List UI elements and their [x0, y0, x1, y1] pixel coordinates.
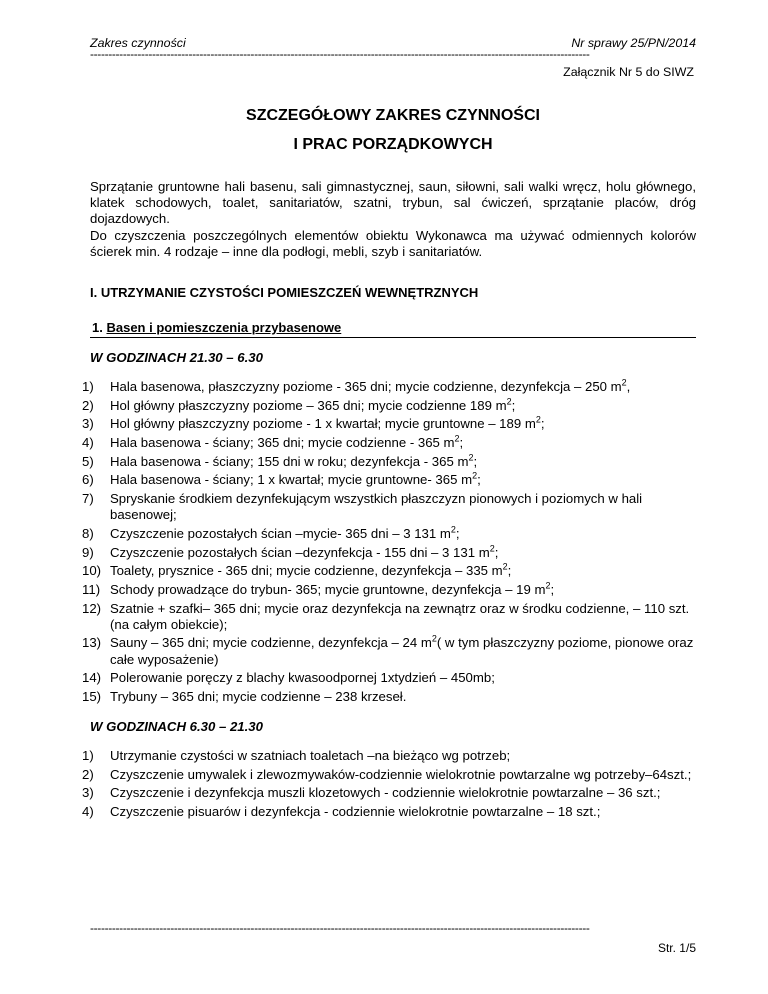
list-item [82, 785, 696, 801]
title-line-1: SZCZEGÓŁOWY ZAKRES CZYNNOŚCI [246, 107, 540, 124]
document-title [90, 101, 696, 159]
subsection-label: Basen i pomieszczenia przybasenowe [106, 320, 342, 336]
page-number: Str. 1/5 [657, 941, 696, 955]
list-item-text: Polerowanie poręczy z blachy kwasoodpornej 1xtydzień – 450mb; [110, 670, 495, 686]
list-item-text: Szatnie + szafki– 365 dni; mycie oraz dezynfekcja na zewnątrz oraz w środku codzienne, – 110 szt. (na całym obiekcie); [110, 600, 690, 632]
list-item [82, 471, 696, 488]
list-item-number: 1) [82, 748, 94, 764]
page-header [90, 36, 696, 51]
list-item-text: Czyszczenie pozostałych ścian –mycie- 365 dni – 3 131 $m^2$; [110, 524, 460, 541]
intro-paragraph-2: Do czyszczenia poszczególnych elementów obiektu Wykonawca ma używać odmiennych kolorów ścierek min. 4 rodzaje – inne dla podłogi, mebli, szyb i sanitariatów. [90, 227, 696, 259]
list-item [82, 670, 696, 686]
list-item [82, 396, 696, 414]
list-item-text: Czyszczenie pisuarów i dezynfekcja - codziennie wielokrotnie powtarzalne – 18 szt.; [110, 804, 601, 820]
list-item-text: Hol główny płaszczyzny poziome - 1 x kwartał; mycie gruntowne – 189 $m^2$; [110, 415, 545, 432]
list-item-text: Hala basenowa - ściany; 1 x kwartał; mycie gruntowne- 365 $m^2$; [110, 471, 481, 488]
document-page [82, 36, 696, 823]
list-item [82, 543, 696, 561]
list-item-text: Trybuny – 365 dni; mycie codzienne – 238 krzeseł. [110, 688, 407, 704]
footer-divider: ----------------------------------------------------------------------------------------------------------------------------------------- [90, 924, 590, 932]
list-item-text: Toalety, prysznice - 365 dni; mycie codzienne, dezynfekcja – 335 $m^2$; [110, 561, 512, 579]
list-item-number: 2) [82, 397, 94, 413]
list-item [82, 634, 696, 667]
list-item-number: 1) [82, 379, 94, 395]
list-item-number: 3) [82, 416, 94, 432]
list-item [82, 688, 696, 705]
list-item-number: 3) [82, 785, 94, 801]
list-item [82, 580, 696, 598]
list-item-number: 8) [82, 525, 94, 541]
list-item-text: Czyszczenie umywalek i zlewozmywaków-codziennie wielokrotnie powtarzalne wg potrzeby–64szt.; [110, 766, 692, 782]
annex-label: Załącznik Nr 5 do SIWZ [563, 65, 694, 79]
list-item-number: 2) [82, 766, 94, 782]
list-item-number: 4) [82, 804, 94, 820]
list-item-text: Schody prowadzące do trybun- 365; mycie gruntowne, dezynfekcja – 19 $m^2$; [110, 580, 555, 597]
header-left: Zakres czynności [90, 36, 186, 50]
list-item [82, 491, 696, 523]
list-item-text: Spryskanie środkiem dezynfekującym wszystkich płaszczyzn pionowych i poziomych w hali basenowej; [110, 491, 643, 523]
day-hours-heading: W GODZINACH 6.30 – 21.30 [90, 719, 263, 735]
list-item-number: 4) [82, 435, 94, 451]
night-task-list [82, 377, 696, 705]
list-item-number: 7) [82, 491, 94, 507]
intro-paragraph-1: Sprzątanie gruntowne hali basenu, sali gimnastycznej, saun, siłowni, sali walki wręcz, holu głównego, klatek schodowych, toalet, sanitariatów, szatni, trybun, sal ćwiczeń, sprzątanie placów, dróg dojazdowych. [90, 179, 696, 227]
list-item [82, 524, 696, 542]
list-item-number: 13) [82, 635, 102, 651]
list-item-number: 14) [82, 670, 102, 686]
list-item-number: 11) [82, 581, 101, 597]
list-item [82, 561, 696, 579]
night-hours-heading: W GODZINACH 21.30 – 6.30 [90, 350, 263, 366]
list-item [82, 748, 696, 764]
list-item-text: Hala basenowa - ściany; 365 dni; mycie codzienne - 365 $m^2$; [110, 433, 464, 451]
list-item [82, 415, 696, 432]
day-task-list [82, 748, 696, 820]
list-item [82, 804, 696, 820]
list-item [82, 377, 696, 395]
list-item-text: Hol główny płaszczyzny poziome – 365 dni; mycie codzienne 189 $m^2$; [110, 396, 516, 413]
header-divider: ----------------------------------------------------------------------------------------------------------------------------------------- [90, 50, 590, 59]
title-line-2: I PRAC PORZĄDKOWYCH [293, 136, 493, 153]
list-item-text: Utrzymanie czystości w szatniach toaletach –na bieżąco wg potrzeb; [110, 748, 511, 764]
list-item [82, 600, 696, 633]
list-item-text: Czyszczenie pozostałych ścian –dezynfekcja - 155 dni – 3 131 $m^2$; [110, 543, 499, 560]
list-item-number: 6) [82, 472, 94, 488]
list-item-text: Sauny – 365 dni; mycie codzienne, dezynfekcja – 24 $m^2$( w tym płaszczyzny poziome, pionowe oraz całe wyposażenie) [110, 634, 694, 667]
list-item-number: 9) [82, 544, 94, 560]
list-item-number: 15) [82, 688, 102, 704]
list-item [82, 433, 696, 451]
list-item-text: Czyszczenie i dezynfekcja muszli klozetowych - codziennie wielokrotnie powtarzalne – 36 szt.; [110, 785, 661, 801]
list-item-text: Hala basenowa, płaszczyzny poziome - 365 dni; mycie codzienne, dezynfekcja – 250 $m^2$, [110, 377, 631, 395]
list-item-number: 10) [82, 563, 102, 579]
header-right: Nr sprawy 25/PN/2014 [571, 36, 696, 50]
subsection-heading [90, 320, 696, 335]
list-item-text: Hala basenowa - ściany; 155 dni w roku; dezynfekcja - 365 $m^2$; [110, 452, 478, 469]
list-item-number: 5) [82, 453, 94, 469]
list-item [82, 452, 696, 470]
section-heading: I. UTRZYMANIE CZYSTOŚCI POMIESZCZEŃ WEWNĘTRZNYCH [90, 285, 479, 301]
subsection-number: 1. [92, 320, 103, 336]
list-item [82, 766, 696, 783]
list-item-number: 12) [82, 600, 102, 616]
intro [90, 179, 696, 260]
subsection-rule [90, 337, 696, 338]
